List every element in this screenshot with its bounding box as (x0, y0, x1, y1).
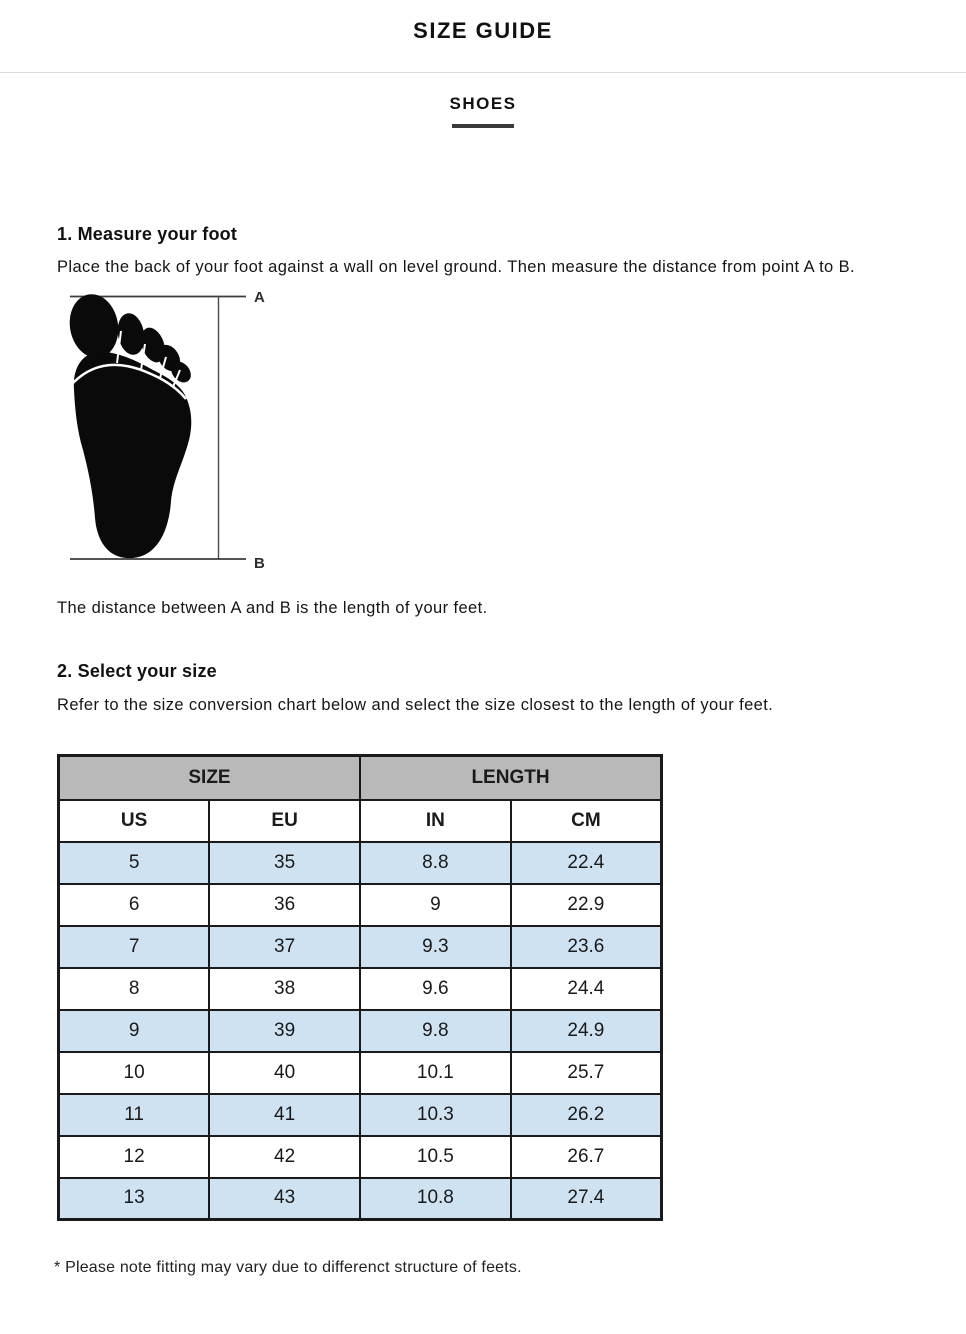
table-row (59, 968, 662, 1010)
table-cell: 9.3 (360, 926, 511, 968)
table-cell: 10.1 (360, 1052, 511, 1094)
table-cell: 25.7 (511, 1052, 662, 1094)
section1-heading: 1. Measure your foot (57, 224, 238, 244)
table-cell: 36 (209, 884, 360, 926)
table-column-header: EU (209, 800, 360, 842)
point-b-label: B (254, 555, 265, 572)
table-cell: 9.6 (360, 968, 511, 1010)
table-cell: 6 (59, 884, 210, 926)
table-cell: 38 (209, 968, 360, 1010)
category-underline (452, 124, 514, 128)
size-table-body (59, 842, 662, 1220)
table-cell: 26.2 (511, 1094, 662, 1136)
table-column-header: CM (511, 800, 662, 842)
table-cell: 43 (209, 1178, 360, 1220)
table-cell: 42 (209, 1136, 360, 1178)
table-cell: 10.5 (360, 1136, 511, 1178)
point-a-label: A (254, 289, 265, 306)
table-cell: 35 (209, 842, 360, 884)
table-cell: 8 (59, 968, 210, 1010)
table-group-header: SIZE (59, 756, 361, 800)
table-cell: 26.7 (511, 1136, 662, 1178)
table-cell: 12 (59, 1136, 210, 1178)
section2-heading: 2. Select your size (57, 661, 217, 681)
table-cell: 9 (59, 1010, 210, 1052)
table-cell: 40 (209, 1052, 360, 1094)
table-cell: 10 (59, 1052, 210, 1094)
page-title: SIZE GUIDE (413, 18, 553, 43)
size-table-head (59, 756, 662, 842)
table-row (59, 1052, 662, 1094)
table-row (59, 842, 662, 884)
table-cell: 37 (209, 926, 360, 968)
table-cell: 7 (59, 926, 210, 968)
table-cell: 39 (209, 1010, 360, 1052)
table-cell: 9.8 (360, 1010, 511, 1052)
table-column-header: US (59, 800, 210, 842)
table-cell: 9 (360, 884, 511, 926)
table-cell: 22.4 (511, 842, 662, 884)
table-cell: 5 (59, 842, 210, 884)
header-divider (0, 72, 966, 73)
table-cell: 41 (209, 1094, 360, 1136)
table-group-header: LENGTH (360, 756, 662, 800)
table-cell: 24.9 (511, 1010, 662, 1052)
footnote: * Please note fitting may vary due to differenct structure of feets. (54, 1259, 522, 1276)
table-cell: 8.8 (360, 842, 511, 884)
content-area (0, 223, 966, 1278)
foot-silhouette (65, 290, 195, 558)
section1-body: Place the back of your foot against a wall on level ground. Then measure the distance from point A to B. (57, 258, 855, 276)
table-row (59, 1010, 662, 1052)
table-column-header: IN (360, 800, 511, 842)
table-cell: 13 (59, 1178, 210, 1220)
table-cell: 10.8 (360, 1178, 511, 1220)
table-row (59, 884, 662, 926)
section2-body: Refer to the size conversion chart below and select the size closest to the length of your feet. (57, 696, 774, 714)
table-row (59, 1178, 662, 1220)
size-conversion-table (57, 754, 663, 1221)
section1-caption: The distance between A and B is the length of your feet. (57, 599, 488, 617)
foot-measurement-diagram (57, 287, 337, 572)
table-cell: 11 (59, 1094, 210, 1136)
category-title (0, 93, 966, 128)
table-row (59, 926, 662, 968)
table-cell: 10.3 (360, 1094, 511, 1136)
category-label: SHOES (449, 94, 517, 113)
table-cell: 22.9 (511, 884, 662, 926)
table-cell: 24.4 (511, 968, 662, 1010)
table-row (59, 1136, 662, 1178)
table-cell: 27.4 (511, 1178, 662, 1220)
table-row (59, 1094, 662, 1136)
table-cell: 23.6 (511, 926, 662, 968)
